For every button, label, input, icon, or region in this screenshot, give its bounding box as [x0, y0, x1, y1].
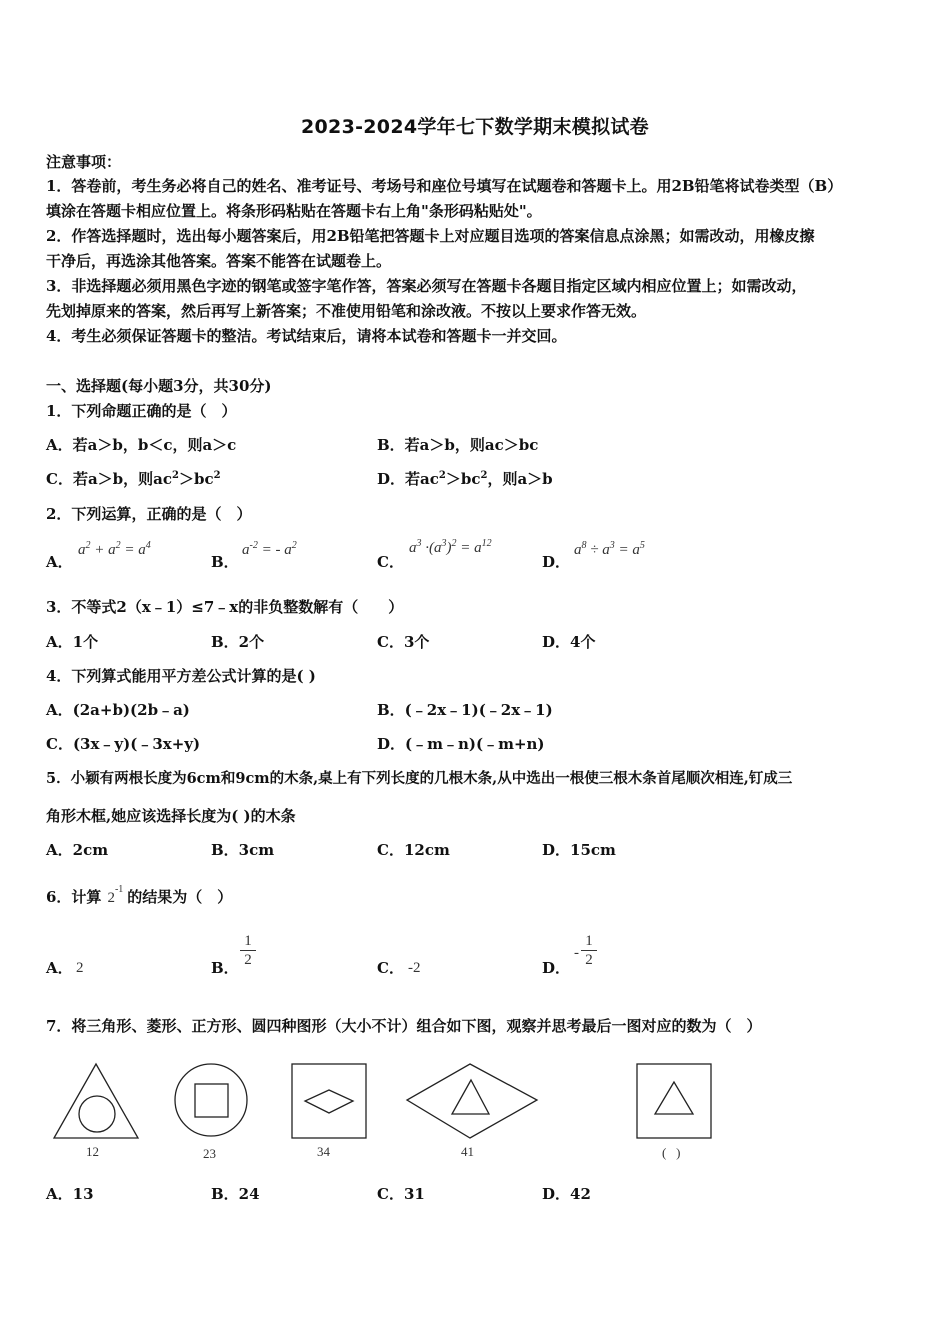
q2-option-d-label: D．	[542, 553, 571, 571]
question-1-stem: 1．下列命题正确的是（ ）	[46, 402, 237, 420]
figure-5-square	[637, 1064, 711, 1138]
q6-d-denominator: 2	[585, 952, 593, 968]
q1-option-c-mid: ＞bc	[178, 470, 214, 488]
question-5-stem-line2: 角形木框,她应该选择长度为( )的木条	[46, 807, 296, 825]
figure-1-label: 12	[86, 1144, 99, 1159]
question-4-stem: 4．下列算式能用平方差公式计算的是( )	[46, 667, 316, 685]
question-3-stem: 3．不等式2（x﹣1）≤7﹣x的非负整数解有（ ）	[46, 598, 404, 616]
figure-3-square	[292, 1064, 366, 1138]
figure-2-circle	[175, 1064, 247, 1136]
q1-option-d-post: ，则a＞b	[487, 470, 553, 488]
q2-option-c-expr: $a^3 \cdot(a^3)^2 = a^{12}$	[409, 538, 492, 556]
question-2-stem: 2．下列运算，正确的是（ ）	[46, 505, 252, 523]
q4-option-d: D．(﹣m﹣n)(﹣m+n)	[377, 735, 545, 753]
q7-option-c: C．31	[377, 1185, 425, 1203]
q1-option-d-exp2: 2	[480, 470, 488, 481]
figure-5-label: ( )	[662, 1145, 681, 1160]
q5-option-a: A．2cm	[46, 841, 109, 859]
q7-option-a: A．13	[46, 1185, 94, 1203]
q1-option-d-exp1: 2	[438, 470, 446, 481]
q6-option-c-value: -2	[408, 960, 421, 976]
q6-stem-pre: 6．计算	[46, 888, 102, 906]
q1-option-c	[46, 468, 221, 489]
q4-option-b: B．(﹣2x﹣1)(﹣2x﹣1)	[377, 701, 553, 719]
q1-option-d-mid: ＞bc	[445, 470, 481, 488]
q1-option-c-exp2: 2	[213, 470, 221, 481]
figure-3-label: 34	[317, 1144, 330, 1159]
q5-option-c: C．12cm	[377, 841, 450, 859]
q6-option-a-label: A．	[46, 959, 73, 977]
note-line: 3．非选择题必须用黑色字迹的钢笔或签字笔作答，答案必须写在答题卡各题目指定区域内相应位置上；如需改动，	[46, 277, 807, 295]
figure-1-triangle	[54, 1064, 138, 1138]
q6-d-numerator: 1	[585, 933, 593, 949]
q1-option-c-text: C．若a＞b，则ac	[46, 470, 172, 488]
q7-figures	[40, 1058, 740, 1148]
exam-title: 2023-2024学年七下数学期末模拟试卷	[301, 116, 649, 138]
q6-power-base: 2	[107, 890, 115, 906]
section-heading: 一、选择题(每小题3分，共30分)	[46, 377, 272, 395]
figure-5-triangle	[655, 1082, 693, 1114]
figure-4-triangle	[452, 1080, 489, 1114]
q2-option-b-expr: $a^{-2}$ = - $a^2$	[242, 540, 297, 558]
q5-option-b: B．3cm	[211, 841, 275, 859]
q6-stem-post: 的结果为（ ）	[127, 888, 233, 906]
q6-power-expr	[101, 884, 127, 906]
note-line: 先划掉原来的答案，然后再写上新答案；不准使用铅笔和涂改液。不按以上要求作答无效。	[46, 302, 647, 320]
q2-option-a-label: A．	[46, 553, 73, 571]
notes-block	[46, 174, 902, 349]
q6-option-b-label: B．	[211, 959, 239, 977]
q7-option-d: D．42	[542, 1185, 591, 1203]
q6-option-b-fraction	[240, 932, 256, 969]
q6-option-d-fraction	[581, 932, 597, 969]
q1-option-b: B．若a＞b，则ac＞bc	[377, 436, 539, 454]
figure-2-square	[195, 1084, 228, 1117]
q6-b-numerator: 1	[244, 933, 252, 949]
q2-option-a-expr: $a^2 + a^2 = a^4$	[78, 540, 151, 558]
q2-option-b-label: B．	[211, 553, 239, 571]
q3-option-d: D．4个	[542, 633, 596, 651]
figure-4-label: 41	[461, 1144, 474, 1159]
q2-option-d-expr: $a^8 \div a^3 = a^5$	[574, 540, 645, 558]
q1-option-a: A．若a＞b，b＜c，则a＞c	[46, 436, 237, 454]
q2-option-c-label: C．	[377, 553, 404, 571]
q6-option-c-label: C．	[377, 959, 404, 977]
q3-option-b: B．2个	[211, 633, 265, 651]
figure-1-circle	[79, 1096, 115, 1132]
q4-option-c: C．(3x﹣y)(﹣3x+y)	[46, 735, 201, 753]
q4-option-a: A．(2a+b)(2b﹣a)	[46, 701, 190, 719]
q6-option-a-value: 2	[76, 960, 84, 976]
note-line: 1．答卷前，考生务必将自己的姓名、准考证号、考场号和座位号填写在试题卷和答题卡上。用2B铅笔将试卷类型（B）	[46, 177, 843, 195]
question-5-stem-line1: 5．小颖有两根长度为6cm和9cm的木条,桌上有下列长度的几根木条,从中选出一根使三根木条首尾顺次相连,钉成三	[46, 770, 793, 787]
q6-option-d-sign: -	[574, 945, 579, 961]
note-line: 2．作答选择题时，选出每小题答案后，用2B铅笔把答题卡上对应题目选项的答案信息点涂黑；如需改动，用橡皮擦	[46, 227, 815, 245]
q7-option-b: B．24	[211, 1185, 260, 1203]
question-7-stem: 7．将三角形、菱形、正方形、圆四种图形（大小不计）组合如下图，观察并思考最后一图对应的数为（ ）	[46, 1017, 762, 1035]
q1-option-c-exp1: 2	[172, 470, 179, 481]
note-line: 填涂在答题卡相应位置上。将条形码粘贴在答题卡右上角"条形码粘贴处"。	[46, 202, 542, 220]
note-line: 干净后，再选涂其他答案。答案不能答在试题卷上。	[46, 252, 392, 270]
notes-heading: 注意事项：	[46, 153, 122, 171]
q1-option-d-text: D．若ac	[377, 470, 439, 488]
q6-power-exp: -1	[114, 884, 124, 895]
figure-4-rhombus	[407, 1064, 537, 1138]
q3-option-c: C．3个	[377, 633, 430, 651]
question-6-stem	[46, 886, 232, 907]
figure-2-label: 23	[203, 1146, 216, 1161]
note-line: 4．考生必须保证答题卡的整洁。考试结束后，请将本试卷和答题卡一并交回。	[46, 327, 567, 345]
q1-option-d	[377, 468, 553, 489]
figure-3-rhombus	[305, 1090, 353, 1113]
q3-option-a: A．1个	[46, 633, 99, 651]
q6-b-denominator: 2	[244, 952, 252, 968]
q5-option-d: D．15cm	[542, 841, 616, 859]
q6-option-d-label: D．	[542, 959, 571, 977]
